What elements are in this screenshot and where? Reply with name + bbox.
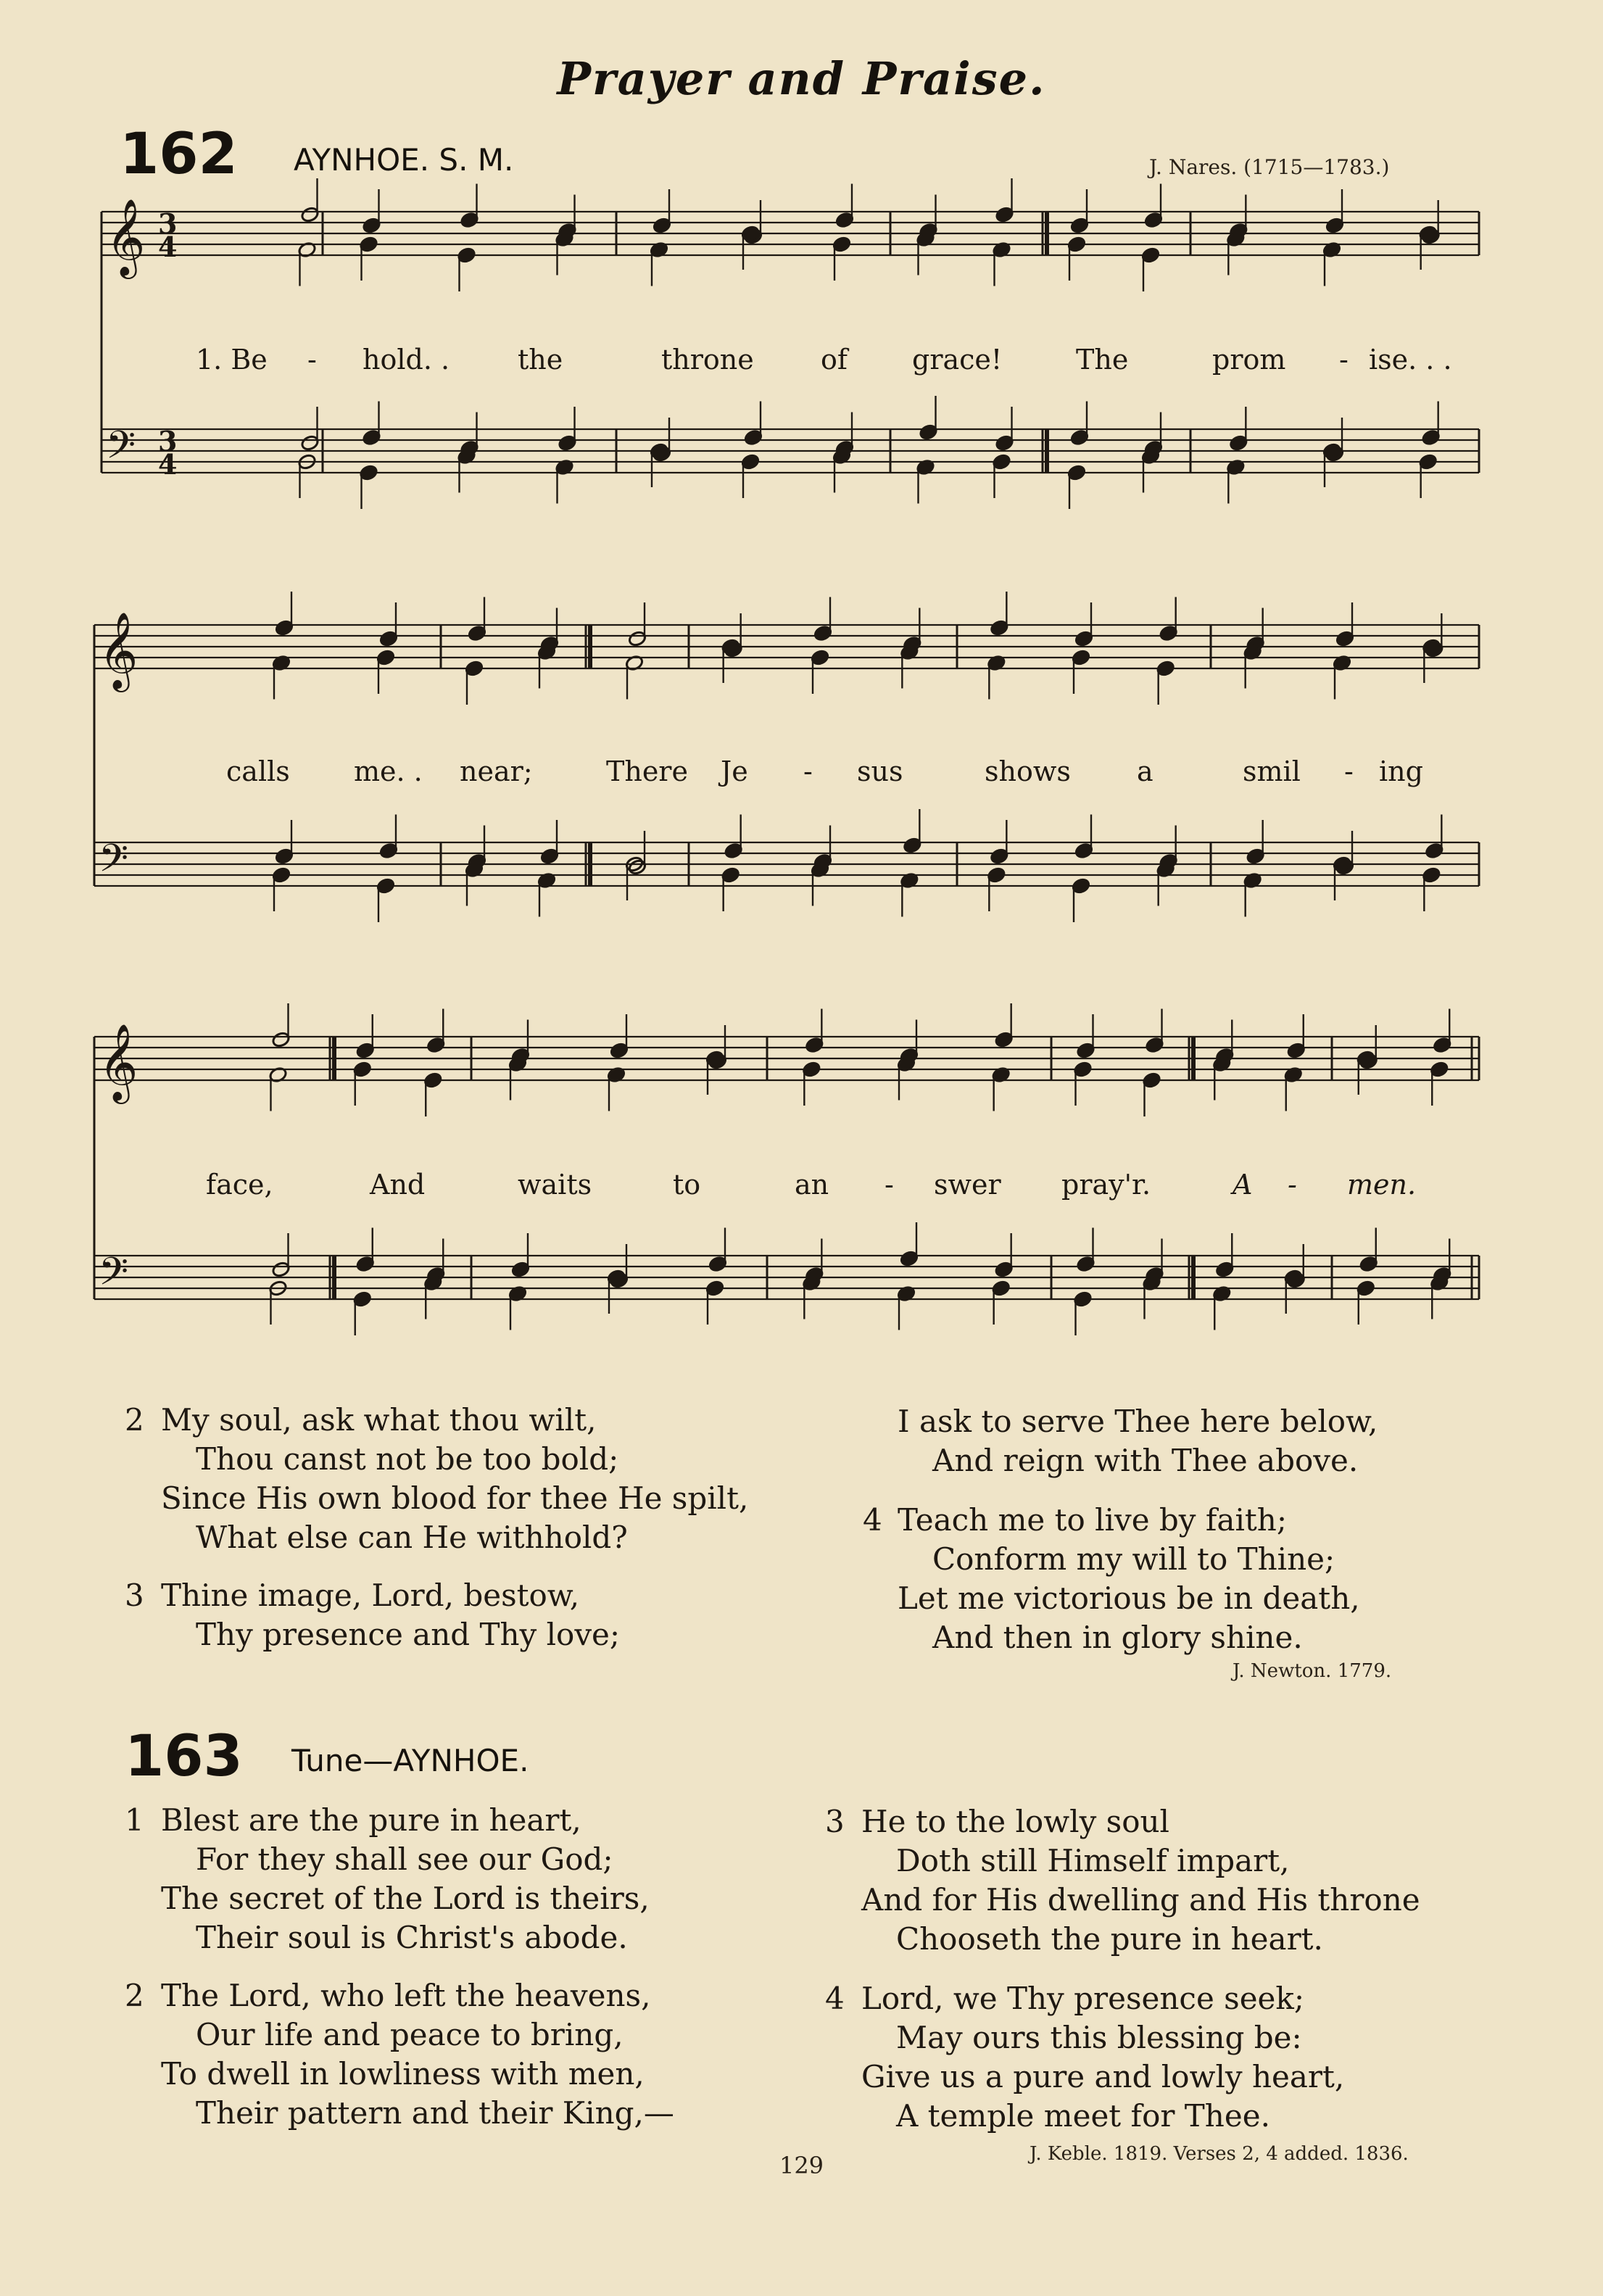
hymn-163-attribution: J. Keble. 1819. Verses 2, 4 added. 1836. <box>1030 2143 1409 2165</box>
verse-line: A temple meet for Thee. <box>896 2098 1270 2134</box>
lyric-syllable: shows <box>985 755 1071 787</box>
lyric-syllable: pray'r. <box>1061 1169 1151 1201</box>
hymn-163-verse-2 <box>125 1976 806 2150</box>
hymn-163-number: 163 <box>125 1724 243 1789</box>
hymn-162-verse-2 <box>125 1401 806 1575</box>
verse-line: The secret of the Lord is theirs, <box>161 1881 650 1916</box>
treble-clef-icon: 𝄞 <box>99 611 138 689</box>
lyric-syllable: The <box>1076 344 1129 376</box>
lyric-syllable: - <box>307 344 317 376</box>
hymn-162-attribution: J. Newton. 1779. <box>1233 1660 1392 1682</box>
lyric-syllable: a <box>1137 755 1153 787</box>
lyric-syllable: A <box>1233 1169 1253 1201</box>
verse-number: 1 <box>125 1802 144 1838</box>
lyric-syllable: throne <box>661 344 754 376</box>
verse-line: What else can He withhold? <box>196 1520 628 1555</box>
verse-line: For they shall see our God; <box>196 1841 613 1877</box>
verse-line: Teach me to live by faith; <box>898 1502 1287 1538</box>
verse-line: And then in glory shine. <box>932 1620 1303 1655</box>
hymn-162-number: 162 <box>120 122 238 187</box>
lyric-syllable: the <box>518 344 563 376</box>
lyric-syllable: Je <box>721 755 748 787</box>
verse-number: 4 <box>825 1981 845 2016</box>
lyric-syllable: There <box>606 755 688 787</box>
hymn-163-verse-1 <box>125 1801 806 1975</box>
verse-line: Lord, we Thy presence seek; <box>861 1981 1305 2016</box>
lyric-syllable: me. . <box>354 755 423 787</box>
verse-line: Thou canst not be too bold; <box>196 1441 619 1477</box>
time-signature-bottom: 4 <box>158 231 178 263</box>
lyric-syllable: near; <box>460 755 533 787</box>
verse-line: Thine image, Lord, bestow, <box>161 1578 580 1613</box>
treble-clef-icon: 𝄞 <box>99 1023 138 1101</box>
lyric-syllable: hold. . <box>363 344 450 376</box>
lyric-syllable: - <box>1344 755 1354 787</box>
bass-clef-icon: 𝄢 <box>106 423 136 477</box>
lyric-syllable: - <box>1339 344 1349 376</box>
lyric-syllable: swer <box>934 1169 1001 1201</box>
hymn-162-verse-3a <box>125 1576 806 1663</box>
lyric-syllable: face, <box>206 1169 273 1201</box>
lyric-syllable: waits <box>518 1169 592 1201</box>
lyric-syllable: men. <box>1347 1169 1417 1201</box>
verse-line: And for His dwelling and His throne <box>861 1882 1420 1918</box>
lyric-syllable: of <box>821 344 848 376</box>
verse-line: I ask to serve Thee here below, <box>898 1404 1378 1439</box>
verse-line: Conform my will to Thine; <box>932 1541 1335 1577</box>
verse-line: The Lord, who left the heavens, <box>161 1978 651 2013</box>
verse-line: And reign with Thee above. <box>932 1443 1359 1478</box>
verse-line: Blest are the pure in heart, <box>161 1802 581 1838</box>
hymn-162-tune: AYNHOE. S. M. <box>294 142 514 178</box>
lyric-syllable: an <box>795 1169 829 1201</box>
lyric-syllable: sus <box>857 755 903 787</box>
lyric-syllable: calls <box>226 755 290 787</box>
verse-number: 3 <box>825 1804 845 1839</box>
verse-line: To dwell in lowliness with men, <box>161 2056 645 2092</box>
hymn-162-composer: J. Nares. (1715—1783.) <box>1149 155 1390 179</box>
hymn-162-verse-3b <box>863 1402 1515 1489</box>
lyric-syllable: ise. . . <box>1369 344 1452 376</box>
lyric-syllable: grace! <box>912 344 1003 376</box>
verse-line: Their pattern and their King,— <box>196 2095 674 2131</box>
lyric-syllable: to <box>673 1169 701 1201</box>
verse-line: Let me victorious be in death, <box>898 1580 1360 1616</box>
page-number: 129 <box>779 2152 824 2179</box>
time-signature-top: 3 <box>158 425 178 457</box>
hymn-163-tune: Tune—AYNHOE. <box>291 1743 529 1778</box>
verse-line: May ours this blessing be: <box>896 2020 1302 2055</box>
verse-line: Thy presence and Thy love; <box>196 1617 621 1652</box>
verse-line: My soul, ask what thou wilt, <box>161 1402 597 1438</box>
lyric-syllable: ing <box>1379 755 1423 787</box>
verse-line: Give us a pure and lowly heart, <box>861 2059 1345 2094</box>
verse-number: 2 <box>125 1978 144 2013</box>
bass-clef-icon: 𝄢 <box>99 1250 129 1304</box>
verse-number: 3 <box>125 1578 144 1613</box>
verse-number: 4 <box>863 1502 882 1538</box>
verse-line: Chooseth the pure in heart. <box>896 1921 1323 1957</box>
lyric-syllable: 1. Be <box>196 344 268 376</box>
hymn-163-verse-4 <box>825 1979 1550 2153</box>
lyric-syllable: smil <box>1243 755 1301 787</box>
lyric-syllable: - <box>803 755 813 787</box>
lyric-syllable: - <box>885 1169 894 1201</box>
treble-clef-icon: 𝄞 <box>106 198 146 275</box>
verse-line: Our life and peace to bring, <box>196 2017 624 2052</box>
time-signature-top: 3 <box>158 207 178 240</box>
verse-line: Doth still Himself impart, <box>896 1843 1290 1878</box>
page-title: Prayer and Praise. <box>557 52 1046 105</box>
verse-line: He to the lowly soul <box>861 1804 1169 1839</box>
verse-line: Since His own blood for thee He spilt, <box>161 1480 749 1516</box>
lyric-syllable: And <box>370 1169 426 1201</box>
lyric-syllable: - <box>1288 1169 1297 1201</box>
hymn-162-verse-4 <box>863 1501 1515 1675</box>
bass-clef-icon: 𝄢 <box>99 837 129 890</box>
clefs <box>99 198 177 1304</box>
verse-line: Their soul is Christ's abode. <box>196 1920 628 1955</box>
time-signature-bottom: 4 <box>158 448 178 481</box>
hymn-163-verse-3 <box>825 1802 1550 1976</box>
verse-number: 2 <box>125 1402 144 1438</box>
lyric-syllable: prom <box>1212 344 1286 376</box>
